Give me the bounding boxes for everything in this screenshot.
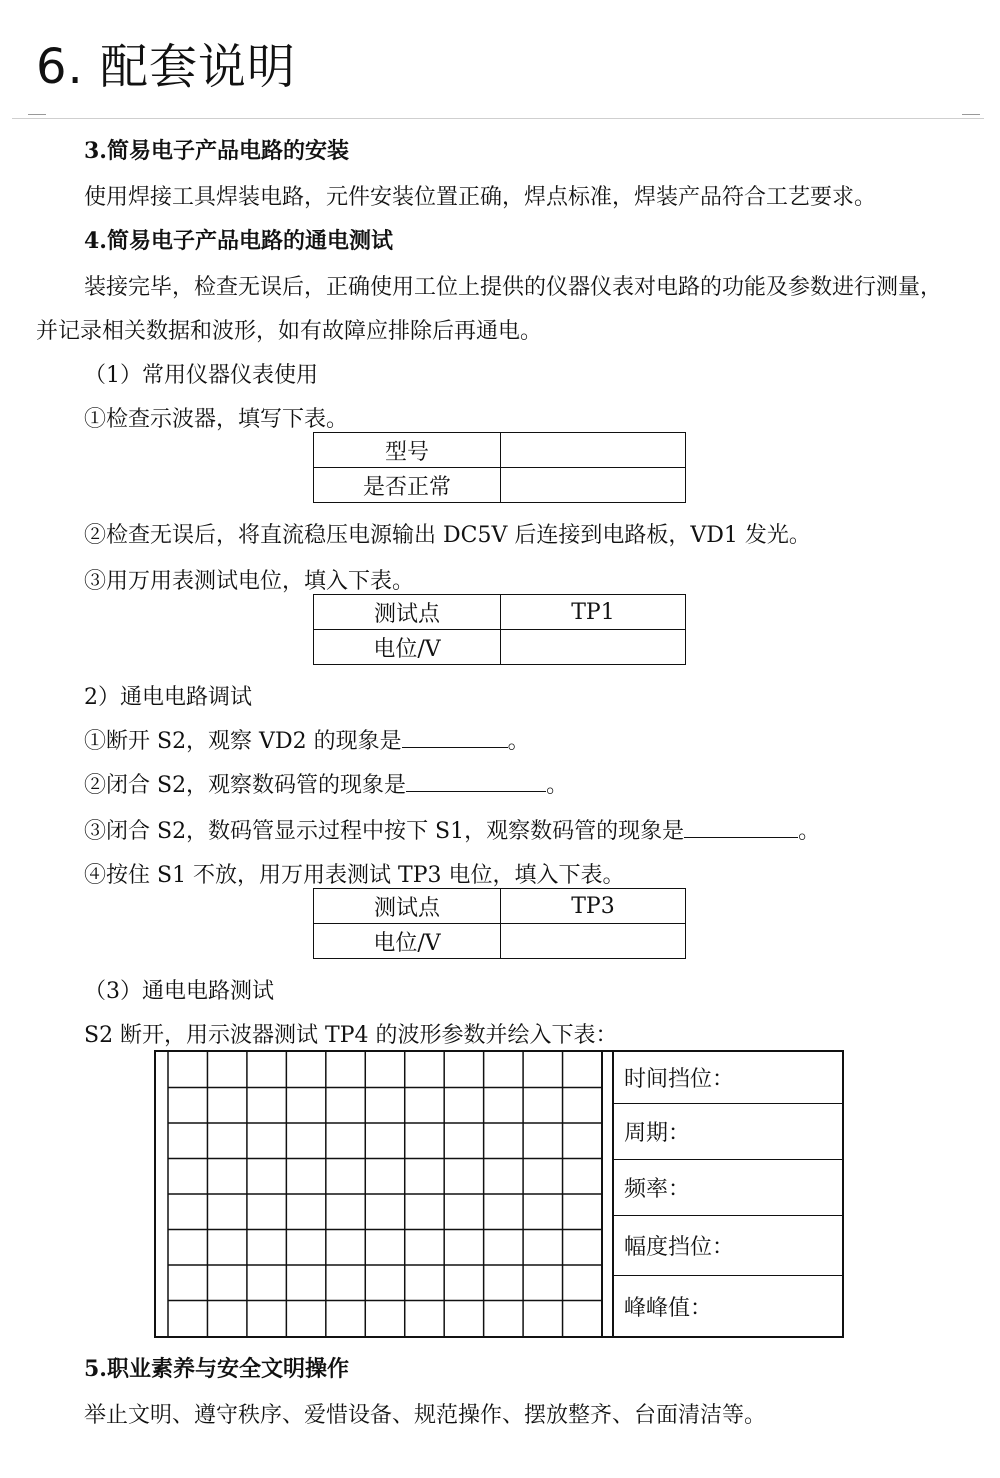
part-1-item-3: ③用万用表测试电位，填入下表。 [84, 569, 415, 594]
table-row [314, 924, 686, 959]
table-cell: 型号 [314, 433, 501, 468]
scope-field-row[interactable]: 周期： [614, 1104, 842, 1160]
table-cell-input[interactable] [501, 468, 686, 503]
table-cell: TP1 [501, 595, 686, 630]
table-cell-input[interactable] [501, 630, 686, 665]
item-text: ③闭合 S2，数码管显示过程中按下 S1，观察数码管的现象是 [84, 819, 685, 844]
table-cell: 电位/V [314, 924, 501, 959]
item-end: 。 [507, 729, 530, 754]
tp3-voltage-table [313, 888, 686, 959]
table-cell: 电位/V [314, 630, 501, 665]
section-3-text: 使用焊接工具焊装电路，元件安装位置正确，焊点标准，焊装产品符合工艺要求。 [84, 185, 877, 210]
table-row [314, 889, 686, 924]
part-3-text: S2 断开，用示波器测试 TP4 的波形参数并绘入下表： [84, 1023, 618, 1048]
margin-mark-left [28, 114, 46, 115]
item-end: 。 [798, 819, 821, 844]
part-1-item-2: ②检查无误后，将直流稳压电源输出 DC5V 后连接到电路板，VD1 发光。 [84, 523, 811, 548]
page-title: 6. 配套说明 [36, 39, 297, 95]
item-text: ①断开 S2，观察 VD2 的现象是 [84, 729, 402, 754]
part-2-title: 2）通电电路调试 [84, 685, 252, 710]
section-5-text: 举止文明、遵守秩序、爱惜设备、规范操作、摆放整齐、台面清洁等。 [84, 1403, 767, 1428]
scope-field-row[interactable]: 幅度挡位： [614, 1216, 842, 1276]
part-2-item-2 [84, 768, 568, 799]
scope-parameter-panel [614, 1050, 844, 1338]
part-2-item-3 [84, 814, 820, 845]
section-3-title: 3.简易电子产品电路的安装 [84, 138, 349, 164]
item-end: 。 [546, 773, 569, 798]
table-row [314, 630, 686, 665]
part-3-title: （3）通电电路测试 [84, 979, 274, 1004]
answer-blank[interactable] [406, 771, 546, 792]
oscilloscope-check-table [313, 432, 686, 503]
table-cell: 测试点 [314, 889, 501, 924]
waveform-grid[interactable] [154, 1050, 614, 1338]
section-4-text-line2: 并记录相关数据和波形，如有故障应排除后再通电。 [36, 319, 543, 344]
answer-blank[interactable] [402, 727, 508, 748]
table-cell: 是否正常 [314, 468, 501, 503]
section-4-text-line1: 装接完毕，检查无误后，正确使用工位上提供的仪器仪表对电路的功能及参数进行测量， [84, 275, 943, 300]
part-1-title: （1）常用仪器仪表使用 [84, 363, 318, 388]
table-cell-input[interactable] [501, 433, 686, 468]
item-text: ②闭合 S2，观察数码管的现象是 [84, 773, 407, 798]
margin-mark-right [962, 114, 980, 115]
waveform-grid-lines [156, 1052, 612, 1336]
table-cell: 测试点 [314, 595, 501, 630]
table-row [314, 433, 686, 468]
scope-field-row[interactable]: 峰峰值： [624, 1295, 713, 1321]
scope-field-row[interactable]: 频率： [614, 1160, 842, 1216]
part-1-item-1: ①检查示波器，填写下表。 [84, 407, 349, 432]
table-row [314, 595, 686, 630]
table-row [314, 468, 686, 503]
scope-field-row[interactable]: 时间挡位： [614, 1052, 842, 1104]
part-2-item-1 [84, 724, 530, 755]
tp1-voltage-table [313, 594, 686, 665]
part-2-item-4: ④按住 S1 不放，用万用表测试 TP3 电位，填入下表。 [84, 863, 625, 888]
answer-blank[interactable] [684, 817, 798, 838]
page-divider [12, 118, 984, 119]
section-4-title: 4.简易电子产品电路的通电测试 [84, 228, 393, 254]
table-cell: TP3 [501, 889, 686, 924]
table-cell-input[interactable] [501, 924, 686, 959]
section-5-title: 5.职业素养与安全文明操作 [84, 1356, 349, 1382]
